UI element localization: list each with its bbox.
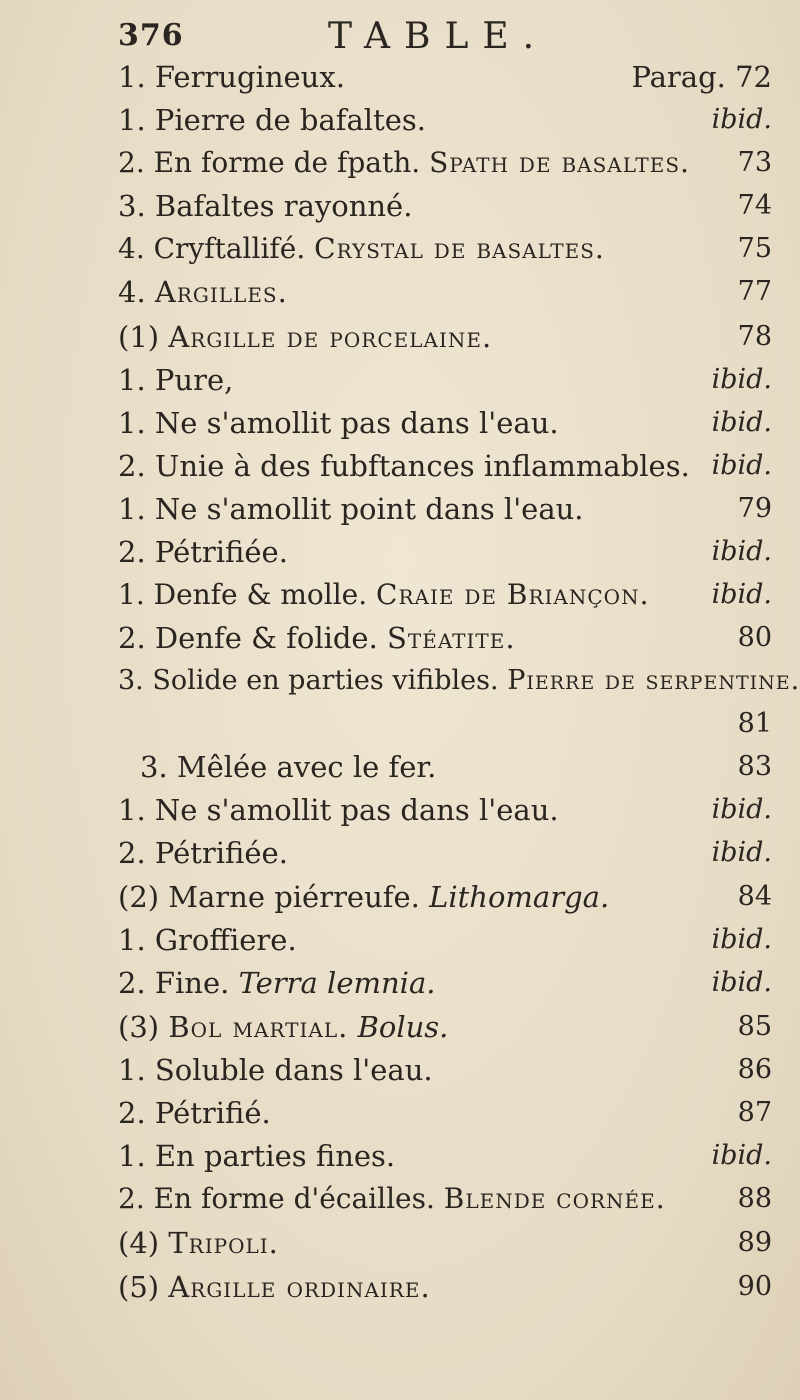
- entry-page: ibid.: [711, 924, 772, 955]
- entry-label: 1. En parties fines.: [118, 1139, 396, 1173]
- entry-page: ibid.: [711, 450, 772, 481]
- index-entry: [0, 1264, 800, 1312]
- entry-label: 1. Pierre de bafaltes.: [118, 103, 426, 137]
- index-entry: [0, 744, 800, 792]
- entry-label: 2. Pétrifiée.: [118, 836, 288, 870]
- index-entry: [0, 1004, 800, 1052]
- entry-page: ibid.: [711, 579, 772, 610]
- entry-label: 1. Ne s'amollit pas dans l'eau.: [118, 406, 559, 440]
- entry-label: 1. Soluble dans l'eau.: [118, 1053, 433, 1087]
- entry-page: ibid.: [711, 104, 772, 135]
- entry-page: 78: [737, 321, 772, 352]
- entry-label: 1. Denfe & molle. Craie de Briançon.: [118, 578, 650, 611]
- index-entry: [0, 917, 800, 965]
- index-entry: [0, 314, 800, 362]
- index-entry: [0, 572, 800, 620]
- entry-page: 85: [737, 1011, 772, 1042]
- index-entry: [0, 1176, 800, 1224]
- index-entry: [0, 658, 800, 706]
- entry-label: 2. Unie à des fubftances inflammables.: [118, 449, 690, 483]
- index-entry: [0, 140, 800, 188]
- entry-label: 1. Pure,: [118, 363, 234, 397]
- index-entry: [0, 357, 800, 405]
- entry-label: 3. Solide en parties vifibles. Pierre de serpentine.: [118, 665, 800, 696]
- entry-label: 2. En forme de fpath. Spath de basaltes.: [118, 146, 690, 179]
- index-entry: [0, 701, 800, 749]
- index-entry: [0, 226, 800, 274]
- running-title: TABLE.: [328, 16, 549, 57]
- entry-label: 4. Cryftallifé. Crystal de basaltes.: [118, 232, 605, 265]
- index-entry: [0, 183, 800, 231]
- entry-label: (5) Argille ordinaire.: [118, 1270, 431, 1304]
- index-entry: [0, 1133, 800, 1181]
- entry-page: 74: [737, 190, 772, 221]
- index-entry: [0, 486, 800, 534]
- entry-label: 4. Argilles.: [118, 275, 288, 309]
- entry-page: 73: [737, 147, 772, 178]
- index-entry: [0, 1090, 800, 1138]
- index-entry: [0, 960, 800, 1008]
- entry-page: 86: [737, 1054, 772, 1085]
- index-entry: [0, 97, 800, 145]
- entry-label: 2. Denfe & folide. Stéatite.: [118, 621, 516, 655]
- entry-page: 84: [737, 881, 772, 912]
- page-number: 376: [118, 18, 184, 53]
- index-entry: [0, 874, 800, 922]
- entry-page: 79: [737, 493, 772, 524]
- entry-label: (2) Marne piérreufe. Lithomarga.: [118, 880, 610, 914]
- entry-label: 3. Mêlée avec le fer.: [140, 750, 437, 784]
- entry-page: 83: [737, 751, 772, 782]
- entry-label: 1. Ne s'amollit pas dans l'eau.: [118, 793, 559, 827]
- entry-page: ibid.: [711, 364, 772, 395]
- entry-page: ibid.: [711, 967, 772, 998]
- entry-page: 87: [737, 1097, 772, 1128]
- index-entry: [0, 787, 800, 835]
- index-entry: [0, 529, 800, 577]
- index-entry: [0, 1220, 800, 1268]
- index-entry: [0, 830, 800, 878]
- entry-label: 2. Fine. Terra lemnia.: [118, 966, 436, 1000]
- entry-page: 77: [737, 276, 772, 307]
- index-entry: [0, 1047, 800, 1095]
- index-entry: [0, 615, 800, 663]
- index-entry: [0, 269, 800, 317]
- entry-page: 90: [737, 1271, 772, 1302]
- index-entry: [0, 400, 800, 448]
- entry-page: ibid.: [711, 1140, 772, 1171]
- entry-label: 2. Pétrifié.: [118, 1096, 271, 1130]
- entry-label: 1. Ne s'amollit point dans l'eau.: [118, 492, 584, 526]
- entry-page: 88: [737, 1183, 772, 1214]
- entry-label: 2. Pétrifiée.: [118, 535, 288, 569]
- entry-page: 81: [737, 708, 772, 739]
- entry-page: Parag. 72: [631, 60, 772, 94]
- index-entry: [0, 54, 800, 102]
- entry-page: 89: [737, 1227, 772, 1258]
- entry-page: 80: [737, 622, 772, 653]
- entry-page: 75: [737, 233, 772, 264]
- index-entry: [0, 443, 800, 491]
- entry-label: 3. Bafaltes rayonné.: [118, 189, 413, 223]
- entry-label: 2. En forme d'écailles. Blende cornée.: [118, 1182, 666, 1215]
- entry-page: ibid.: [711, 536, 772, 567]
- entry-page: ibid.: [711, 407, 772, 438]
- entry-label: 1. Ferrugineux.: [118, 60, 345, 94]
- entry-page: ibid.: [711, 837, 772, 868]
- entry-label: (1) Argille de porcelaine.: [118, 320, 493, 354]
- entry-label: (4) Tripoli.: [118, 1226, 279, 1260]
- entry-label: 1. Groffiere.: [118, 923, 297, 957]
- entry-label: (3) Bol martial. Bolus.: [118, 1010, 449, 1044]
- entry-page: ibid.: [711, 794, 772, 825]
